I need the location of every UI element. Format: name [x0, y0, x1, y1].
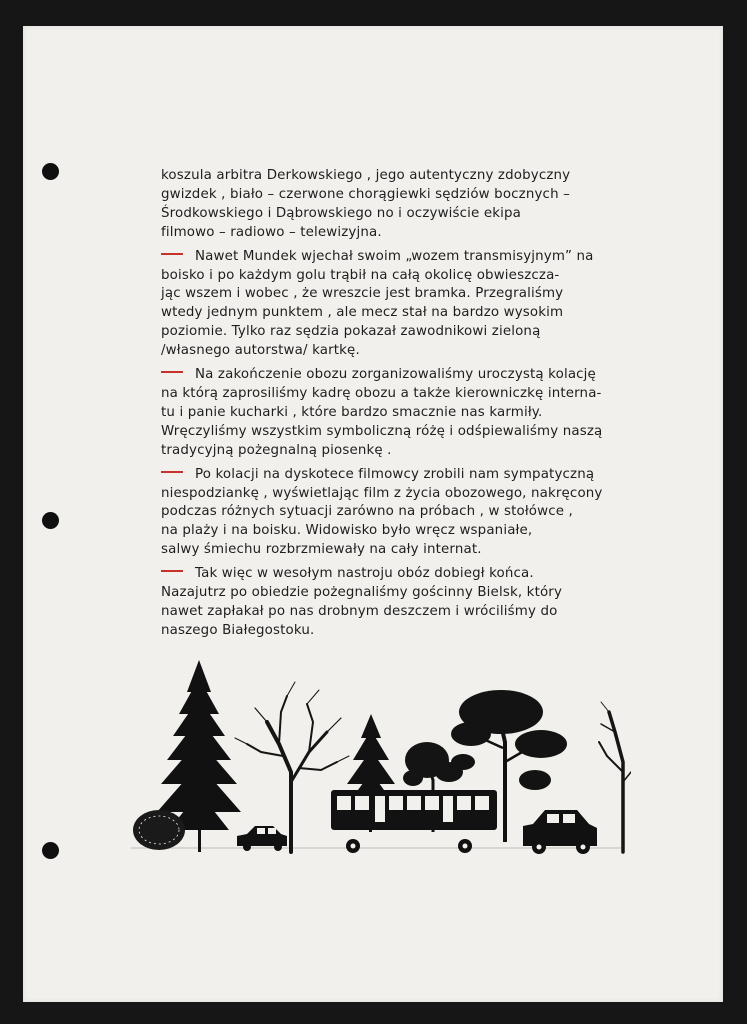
text-line [161, 342, 666, 361]
text-line-content: filmowo – radiowo – telewizyjna. [161, 224, 382, 240]
document-text [161, 167, 666, 646]
car-icon [523, 810, 597, 854]
illustration [131, 652, 631, 868]
text-line-content: nawet zapłakał po nas drobnym deszczem i wróciliśmy do [161, 603, 558, 619]
text-line [161, 248, 666, 267]
bush-icon [133, 810, 185, 850]
text-line-content: Nawet Mundek wjechał swoim „wozem transmisyjnym” na [195, 248, 594, 264]
text-line-content: tu i panie kucharki , które bardzo smacznie nas karmiły. [161, 404, 543, 420]
red-dash-marker [161, 371, 183, 373]
text-line-content: Po kolacji na dyskotece filmowcy zrobili nam sympatyczną [195, 466, 595, 482]
text-line [161, 285, 666, 304]
bus-icon [331, 790, 497, 853]
text-line-content: tradycyjną pożegnalną piosenkę . [161, 442, 392, 458]
text-line-content: na plaży i na boisku. Widowisko było wręcz wspaniałe, [161, 523, 533, 539]
text-line-content: jąc wszem i wobec , że wreszcie jest bramka. Przegraliśmy [161, 286, 564, 302]
text-line-content: salwy śmiechu rozbrzmiewały na cały internat. [161, 542, 482, 558]
text-line [161, 466, 666, 485]
text-line [161, 522, 666, 541]
text-line-content: wtedy jednym punktem , ale mecz stał na bardzo wysokim [161, 305, 564, 321]
text-line [161, 224, 666, 243]
text-line [161, 541, 666, 560]
text-line-content: boisko i po każdym golu trąbił na całą okolicę obwieszcza- [161, 267, 560, 283]
text-line-content: gwizdek , biało – czerwone chorągiewki sędziów bocznych – [161, 186, 570, 202]
text-line [161, 622, 666, 641]
text-line-content: naszego Białegostoku. [161, 622, 315, 638]
punch-hole-top [42, 163, 59, 180]
text-line [161, 503, 666, 522]
text-line [161, 267, 666, 286]
text-line-content: /własnego autorstwa/ kartkę. [161, 343, 360, 359]
paragraph [161, 565, 666, 641]
text-line-content: koszula arbitra Derkowskiego , jego autentyczny zdobyczny [161, 168, 571, 183]
text-line [161, 485, 666, 504]
red-dash-marker [161, 253, 183, 255]
document-page [23, 26, 723, 1002]
paragraph [161, 466, 666, 561]
text-line-content: Na zakończenie obozu zorganizowaliśmy uroczystą kolację [195, 367, 596, 383]
text-line [161, 385, 666, 404]
punch-hole-bottom [42, 842, 59, 859]
text-line [161, 323, 666, 342]
text-line [161, 167, 666, 186]
text-line [161, 442, 666, 461]
text-line [161, 404, 666, 423]
text-line-content: Wręczyliśmy wszystkim symboliczną różę i odśpiewaliśmy naszą [161, 423, 603, 439]
text-line [161, 584, 666, 603]
text-line-content: Tak więc w wesołym nastroju obóz dobiegł końca. [195, 566, 534, 582]
text-line-content: niespodziankę , wyświetlając film z życia obozowego, nakręcony [161, 485, 603, 501]
paragraph [161, 366, 666, 461]
text-line [161, 186, 666, 205]
text-line [161, 205, 666, 224]
red-dash-marker [161, 570, 183, 572]
text-line-content: poziomie. Tylko raz sędzia pokazał zawodnikowi zieloną [161, 324, 541, 340]
text-line-content: Środkowskiego i Dąbrowskiego no i oczywiście ekipa [161, 205, 522, 221]
text-line-content: podczas różnych sytuacji zarówno na próbach , w stołówce , [161, 504, 573, 520]
text-line [161, 603, 666, 622]
paragraph [161, 248, 666, 361]
punch-hole-middle [42, 512, 59, 529]
car-icon [237, 826, 287, 851]
text-line [161, 366, 666, 385]
text-line [161, 423, 666, 442]
tree-icon [599, 702, 631, 852]
red-dash-marker [161, 471, 183, 473]
text-line-content: Nazajutrz po obiedzie pożegnaliśmy gościnny Bielsk, który [161, 585, 563, 601]
text-line-content: na którą zaprosiliśmy kadrę obozu a także kierowniczkę interna- [161, 385, 602, 401]
paragraph [161, 167, 666, 243]
text-line [161, 304, 666, 323]
text-line [161, 565, 666, 584]
